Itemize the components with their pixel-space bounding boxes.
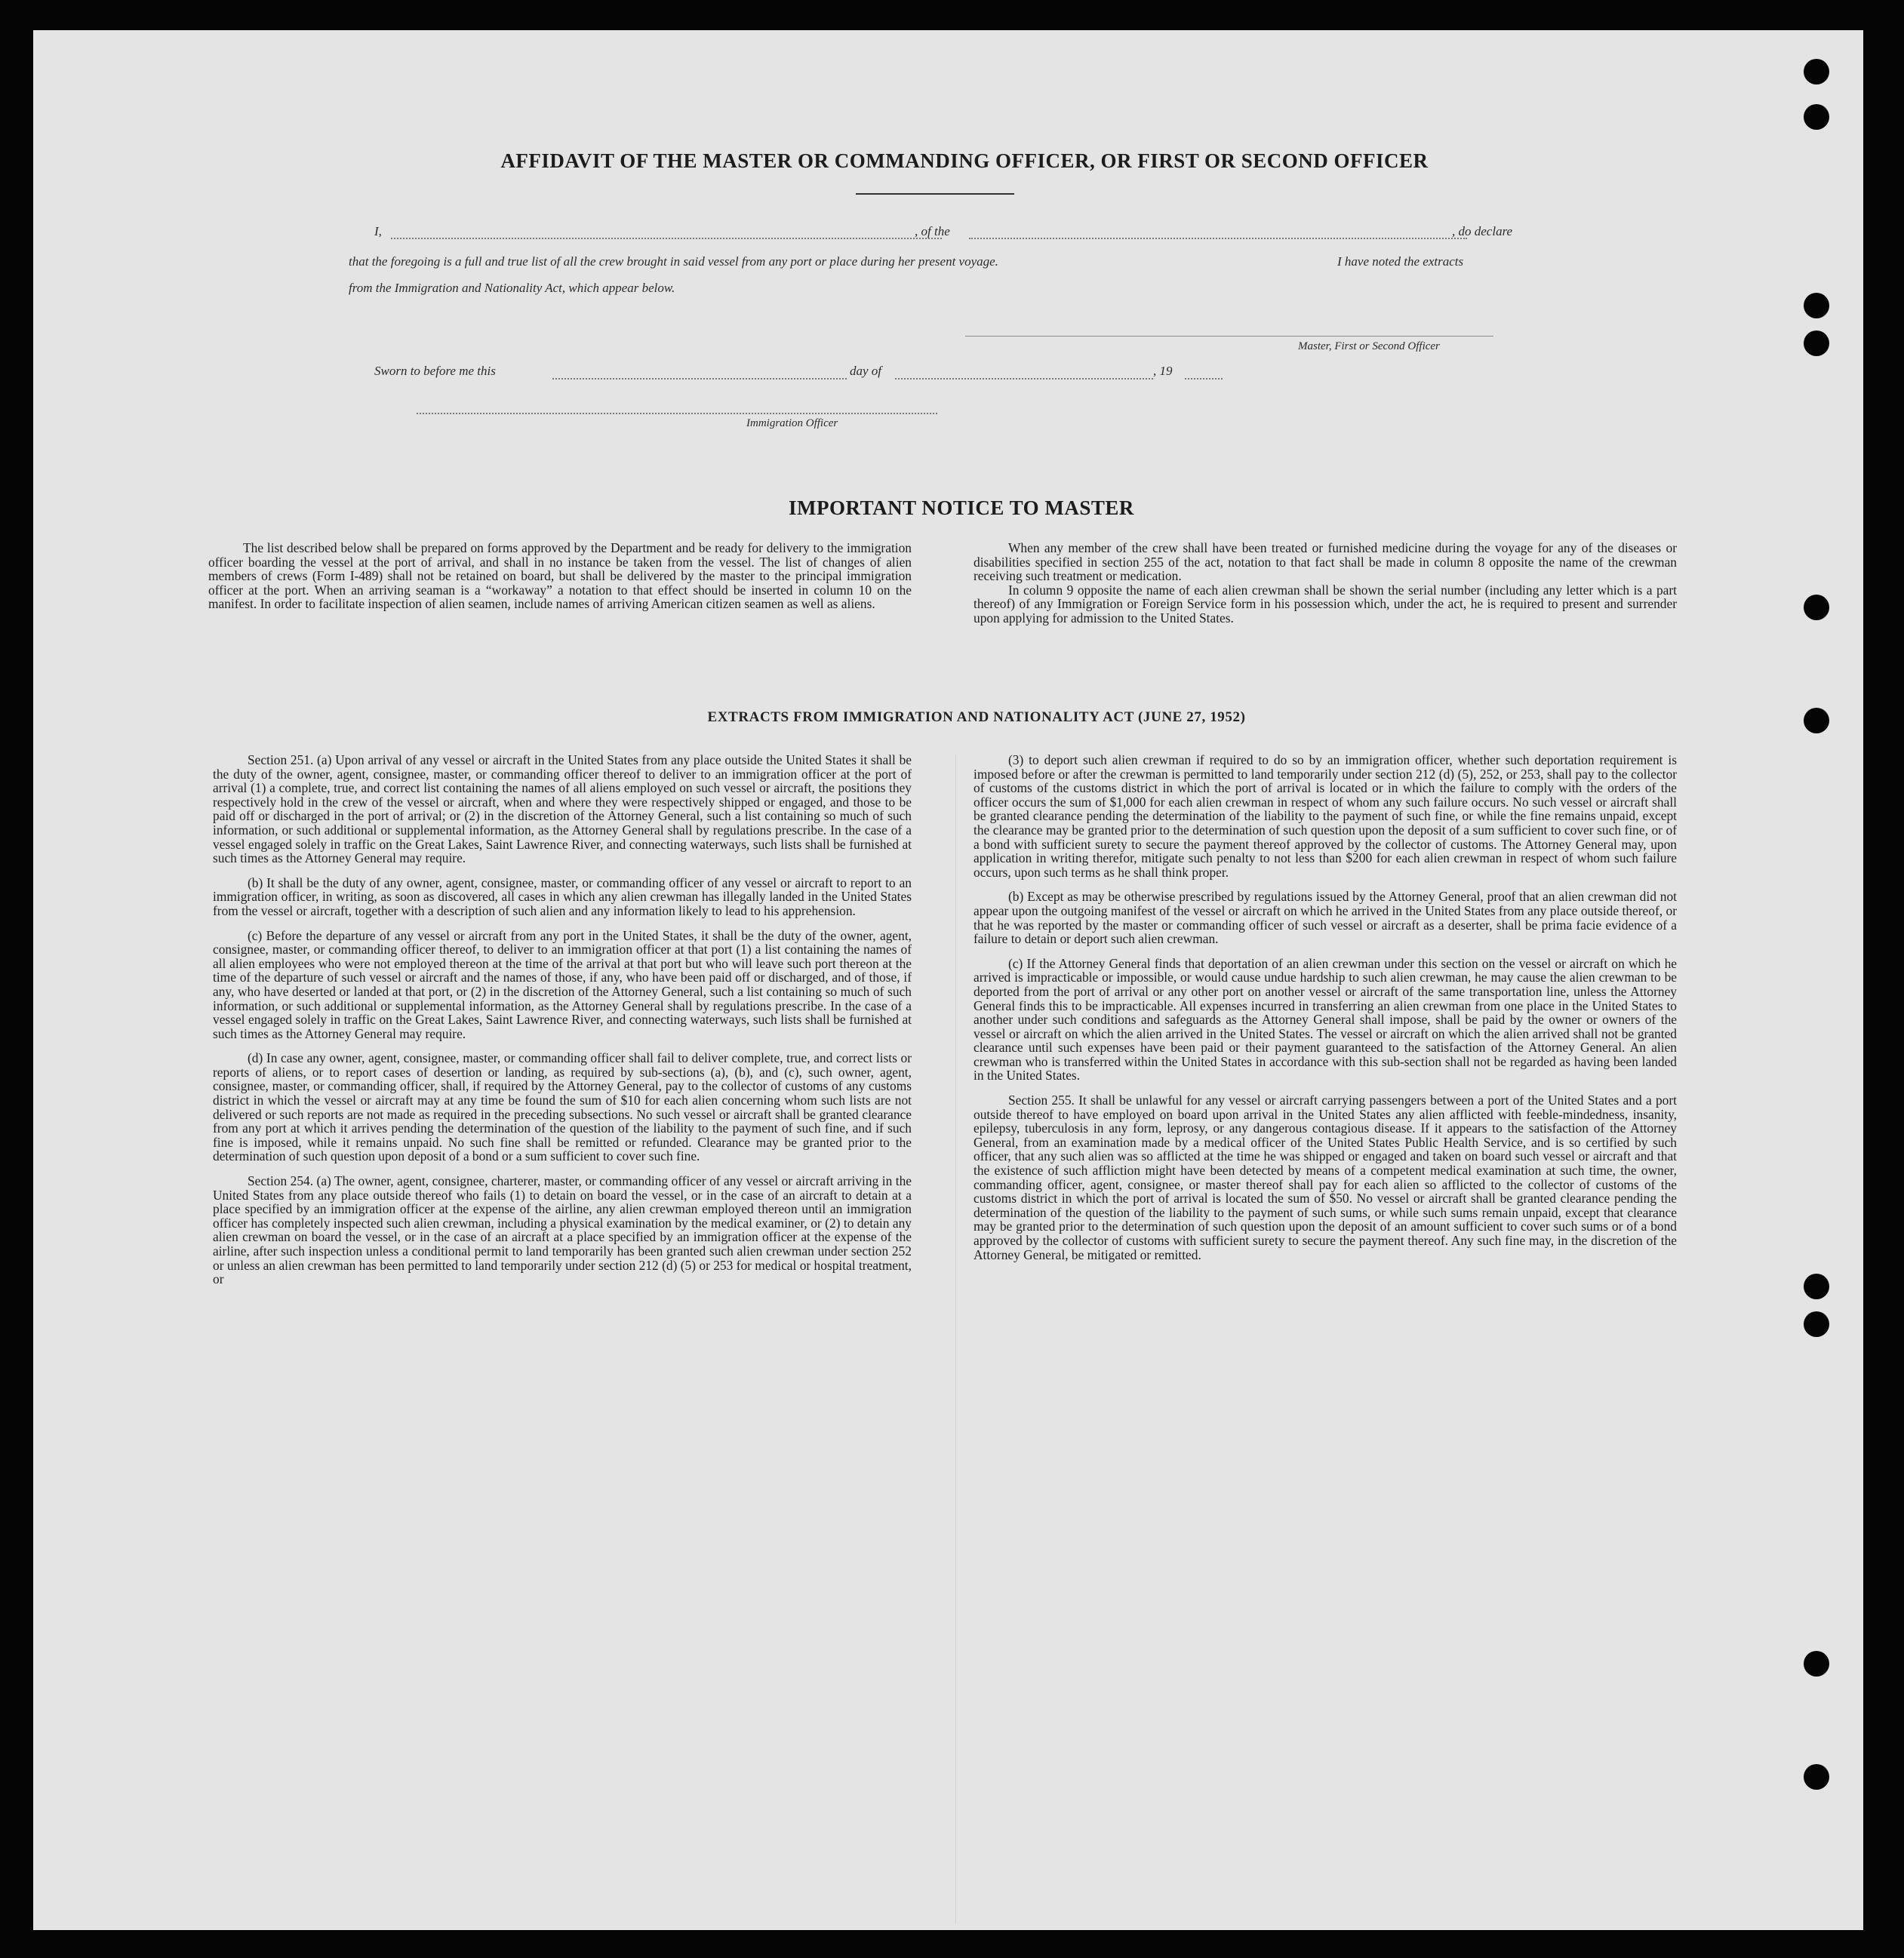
- section-254a: Section 254. (a) The owner, agent, consignee, charterer, master, or commanding officer of any vessel or aircraft arriving in the United States from any place outside thereof who fails (1) to detain on board the vessel, or in the case of an aircraft to detain at a place specified by an immigration officer at the expense of the airline, any alien crewman employed thereon until an immigration officer has completely inspected such alien crewman, including a physical examination by the medical examiner, or (2) to detain any alien crewman on board the vessel, or in the case of an aircraft at a place specified by an immigration officer at the expense of the airline, after such inspection unless a conditional permit to land temporarily has been granted such alien crewman under section 252 or unless an alien crewman has been permitted to land temporarily under section 212 (d) (5) or 253 for medical or hospital treatment, or: [213, 1173, 912, 1287]
- sworn-month-field-line[interactable]: [895, 378, 1153, 380]
- punch-hole: [1804, 104, 1829, 130]
- affidavit-title: AFFIDAVIT OF THE MASTER OR COMMANDING OFFICER, OR FIRST OR SECOND OFFICER: [500, 149, 1429, 172]
- section-254c: (c) If the Attorney General finds that deportation of an alien crewman under this section on the vessel or aircraft on which he arrived is impracticable or impossible, or would cause undue hardship to such alien crewman, he may cause the alien crewman to be deported from the port of arrival or any other port on another vessel or aircraft of the same transportation line, unless the Attorney General finds this to be impracticable. All expenses incurred in transferring an alien crewman from one place in the United States to another under such conditions and safeguards as the Attorney General shall impose, shall be paid by the owner or owners of the vessel or aircraft on which the alien arrived in the United States. The vessel or aircraft on which the alien arrived shall not be granted clearance until such expenses have been paid or their payment guaranteed to the satisfaction of the Attorney General. An alien crewman who is transferred within the United States in accordance with this sub-section shall not be regarded as having been landed in the United States.: [974, 955, 1677, 1084]
- punch-hole: [1804, 708, 1829, 733]
- sworn-day-field-line[interactable]: [552, 378, 847, 380]
- notice-right-column: [974, 541, 1677, 626]
- sworn-year-field-line[interactable]: [1185, 378, 1223, 380]
- affidavit-line2: that the foregoing is a full and true list of all the crew brought in said vessel from any port or place during her present voyage.: [349, 254, 998, 269]
- punch-hole: [1804, 293, 1829, 318]
- punch-hole: [1804, 1651, 1829, 1677]
- section-251d: (d) In case any owner, agent, consignee, master, or commanding officer shall fail to deliver complete, true, and correct lists or reports of aliens, or to report cases of desertion or landing, as required by sub-sections (a), (b), and (c), such owner, agent, consignee, master, or commanding officer, shall, if required by the Attorney General, pay to the collector of customs of any customs district in which the vessel or aircraft may at any time be found the sum of $10 for each alien concerning whom such lists are not delivered or such reports are not made as required in the preceding subsections. No such vessel or aircraft shall be granted clearance from any port at which it arrives pending the determination of the question of the liability to the payment of such fine, and if such fine is imposed, while it remains unpaid. No such fine shall be remitted or refunded. Clearance may be granted prior to the determination of such question upon deposit of a bond or a sum sufficient to cover such fine.: [213, 1050, 912, 1164]
- master-signature-label: Master, First or Second Officer: [1298, 340, 1440, 352]
- sworn-label: Sworn to before me this: [374, 364, 496, 378]
- affidavit-of-the-label: , of the: [915, 224, 950, 238]
- page-fold-line: [955, 755, 956, 1924]
- notice-right-paragraph-2: In column 9 opposite the name of each alien crewman shall be shown the serial number (including any letter which is a part thereof) of any Immigration or Foreign Service form in his possession which, under the act, he is required to present and surrender upon applying for admission to the United States.: [974, 582, 1677, 626]
- officer-signature-line[interactable]: [417, 413, 937, 414]
- section-251a: Section 251. (a) Upon arrival of any vessel or aircraft in the United States from any place outside the United States it shall be the duty of the owner, agent, consignee, master, or commanding officer thereof to deliver to an immigration officer at the port of arrival (1) a complete, true, and correct list containing the names of all aliens employed on such vessel or aircraft, the positions they respectively hold in the crew of the vessel or aircraft, when and where they were respectively shipped or engaged, and those to be paid off or discharged in the port of arrival; or (2) in the discretion of the Attorney General, such a list containing so much of such information, or such additional or supplemental information, as the Attorney General shall by regulations prescribe. In the case of a vessel engaged solely in traffic on the Great Lakes, Saint Lawrence River, and connecting waterways, such lists shall be furnished at such times as the Attorney General may require.: [213, 752, 912, 866]
- extracts-left-column: [213, 753, 912, 1286]
- punch-hole: [1804, 330, 1829, 356]
- vessel-field-line[interactable]: [969, 238, 1467, 239]
- section-251b: (b) It shall be the duty of any owner, agent, consignee, master, or commanding officer of any vessel or aircraft to report to an immigration officer, in writing, as soon as discovered, all cases in which any alien crewman has illegally landed in the United States from the vessel or aircraft, together with a description of such alien and any information likely to lead to his apprehension.: [213, 874, 912, 918]
- section-254a-continued: (3) to deport such alien crewman if required to do so by an immigration officer, whether such deportation requirement is imposed before or after the crewman is permitted to land temporarily under section 212 (d) (5), 252, or 253, shall pay to the collector of customs of the customs district in which the port of arrival is located or in which the failure to comply with the orders of the officer occurs the sum of $1,000 for each alien crewman in respect of whom any such failure occurs. No such vessel or aircraft shall be granted clearance pending the determination of the liability to the payment of such fine, or while the fine remains unpaid, except the clearance may be granted prior to the determination of such question upon the deposit of a sum sufficient to cover such fine, or of a bond with sufficient surety to secure the payment thereof approved by the collector of customs. The Attorney General may, upon application in writing therefor, mitigate such penalty to not less than $200 for each alien crewman in respect of whom such failure occurs, upon such terms as he shall think proper.: [974, 752, 1677, 880]
- notice-left-column: [208, 541, 912, 611]
- year-label: , 19: [1153, 364, 1173, 378]
- document-page: [33, 30, 1863, 1930]
- section-255: Section 255. It shall be unlawful for any vessel or aircraft carrying passengers between a port of the United States and a port outside thereof to have employed on board upon arrival in the United States any alien afflicted with feeble-mindedness, insanity, epilepsy, tuberculosis in any form, leprosy, or any dangerous contagious disease. If it appears to the satisfaction of the Attorney General, from an examination made by a medical officer of the United States Public Health Service, and is so certified by such officer, that any such alien was so afflicted at the time he was shipped or engaged and taken on board such vessel or aircraft and that the existence of such affliction might have been detected by means of a competent medical examination at such time, the owner, commanding officer, agent, consignee, or master thereof shall pay for each alien so afflicted to the collector of customs of the customs district in which the port of arrival is located the sum of $50. No vessel or aircraft shall be granted clearance pending the determination of the question of the liability to the payment of such sums, or while such sums remain unpaid, except that clearance may be granted prior to the determination of such question upon the deposit of an amount sufficient to cover such sums or of a bond approved by the collector of customs with sufficient surety to secure the payment thereof. Any such fine may, in the discretion of the Attorney General, be mitigated or remitted.: [974, 1093, 1677, 1262]
- punch-hole: [1804, 1274, 1829, 1299]
- punch-hole: [1804, 595, 1829, 620]
- affidavit-i-label: I,: [374, 224, 382, 238]
- notice-left-paragraph: The list described below shall be prepared on forms approved by the Department and be ready for delivery to the immigration officer boarding the vessel at the port of arrival, and shall in no instance be taken from the vessel. The list of changes of alien members of crews (Form I-489) shall not be retained on board, but shall be delivered by the master to the principal immigration officer at the port. When an arriving seaman is a “workaway” a notation to that effect should be inserted in column 10 on the manifest. In order to facilitate inspection of alien seamen, include names of arriving American citizen seamen as well as aliens.: [208, 540, 912, 612]
- title-rule: [856, 193, 1014, 195]
- punch-hole: [1804, 1764, 1829, 1790]
- extracts-title: EXTRACTS FROM IMMIGRATION AND NATIONALITY ACT (JUNE 27, 1952): [707, 709, 1246, 725]
- notice-right-paragraph-1: When any member of the crew shall have been treated or furnished medicine during the voyage for any of the diseases or disabilities specified in section 255 of the act, notation to that fact shall be made in column 8 opposite the name of the crewman receiving such treatment or medication.: [974, 540, 1677, 584]
- name-field-line[interactable]: [391, 238, 942, 239]
- master-signature-line[interactable]: [965, 336, 1493, 337]
- notice-title: IMPORTANT NOTICE TO MASTER: [789, 496, 1134, 519]
- section-254b: (b) Except as may be otherwise prescribed by regulations issued by the Attorney General, proof that an alien crewman did not appear upon the outgoing manifest of the vessel or aircraft on which he arrived in the United States from any place outside thereof, or that he was reported by the master or commanding officer of such vessel or aircraft as a deserter, shall be prima facie evidence of a failure to detain or deport such alien crewman.: [974, 889, 1677, 947]
- affidavit-line2-noted: I have noted the extracts: [1337, 254, 1464, 269]
- bleed-through-column: [1656, 362, 1852, 694]
- punch-hole: [1804, 59, 1829, 85]
- officer-signature-label: Immigration Officer: [746, 417, 838, 429]
- affidavit-line3: from the Immigration and Nationality Act, which appear below.: [349, 281, 675, 295]
- punch-hole: [1804, 1311, 1829, 1337]
- day-of-label: day of: [850, 364, 882, 378]
- section-251c: (c) Before the departure of any vessel or aircraft from any port in the United States, it shall be the duty of the owner, agent, consignee, master, or commanding officer thereof, to deliver to an immigration officer at that port (1) a list containing the names of all alien employees who were not employed thereon at the time of the arrival at that port but who will leave such port thereon at the time of the departure of such vessel or aircraft and the names of those, if any, who have been paid off or discharged, and of those, if any, who have deserted or landed at that port, or (2) in the discretion of the Attorney General, such a list containing so much of such information, or such additional or supplemental information, as the Attorney General shall by regulations prescribe. In the case of a vessel engaged solely in traffic on the Great Lakes, Saint Lawrence River, and connecting waterways, such lists shall be furnished at such times as the Attorney General may require.: [213, 927, 912, 1041]
- affidavit-declare-label: , do declare: [1452, 224, 1513, 238]
- extracts-right-column: [974, 753, 1677, 1262]
